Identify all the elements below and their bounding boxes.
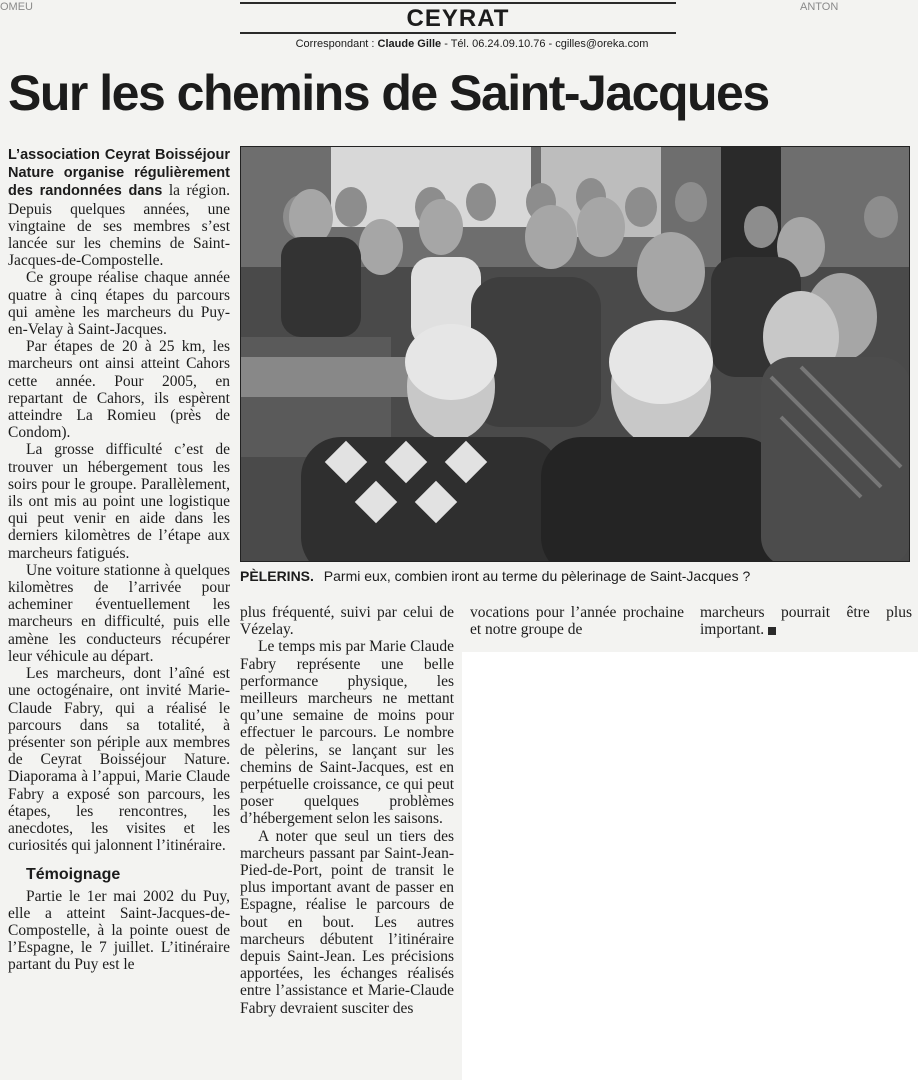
bleed-text-right: ANTON	[800, 1, 839, 13]
correspondent-phone: - Tél. 06.24.09.10.76 -	[444, 38, 553, 50]
correspondent-label: Correspondant :	[295, 38, 375, 50]
paragraph: vocations pour l’année prochaine et notre groupe de	[470, 604, 684, 639]
correspondent-name: Claude Gille	[377, 38, 442, 50]
bleed-text-left: OMEU	[0, 1, 33, 13]
article-photo	[240, 146, 910, 562]
caption-label: PÈLERINS.	[240, 568, 314, 584]
article-column-4	[700, 604, 912, 638]
paragraph: Une voiture stationne à quelques kilomètres de l’arrivée pour acheminer éventuellement les marcheurs en difficulté, puis elle amène les conducteurs récupérer leur véhicule au départ.	[8, 561, 230, 665]
section-title: CEYRAT	[240, 2, 676, 34]
paragraph: Par étapes de 20 à 25 km, les marcheurs ont ainsi atteint Cahors cette année. Pour 2005, en repartant de Cahors, ils espèrent atteindre La Romieu (près de Condom).	[8, 338, 230, 442]
headline: Sur les chemins de Saint-Jacques	[8, 65, 769, 121]
adjacent-column-fragment-right	[800, 0, 918, 40]
paragraph: Le temps mis par Marie Claude Fabry représente une belle performance physique, les meilleurs marcheurs ne mettant qu’une semaine de moins pour effectuer le parcours. Le nombre de pèlerins, se lançant sur les chemins de Saint-Jacques, est en perpétuelle croissance, ce qui peut poser quelques problèmes d’hébergement selon les saisons.	[240, 638, 454, 828]
paragraph: plus fréquenté, suivi par celui de Vézelay.	[240, 604, 454, 639]
paragraph: La grosse difficulté c’est de trouver un hébergement tous les soirs pour le groupe. Parallèlement, ils ont mis au point une logistique qui peut venir en aide dans les derniers kilomètres de l’étape aux marcheurs fatigués.	[8, 441, 230, 562]
subheading-temoignage: Témoignage	[26, 866, 121, 884]
closing-text: marcheurs pourrait être plus important.	[700, 604, 912, 639]
paragraph	[700, 604, 912, 638]
lead-paragraph	[8, 146, 230, 269]
correspondent-email: cgilles@oreka.com	[555, 38, 649, 50]
lead-continuation: la région. Depuis quelques années, une vingtaine de ses membres s’est lancée sur les chemins de Saint-Jacques-de-Compostelle.	[8, 182, 230, 270]
photo-caption	[240, 566, 908, 586]
article-column-3	[470, 604, 684, 638]
lead-text: L’association Ceyrat Boisséjour Nature organise régulièrement des randonnées dans	[8, 147, 230, 200]
adjacent-column-fragment-left	[0, 0, 96, 40]
paragraph: Les marcheurs, dont l’aîné est une octogénaire, ont invité Marie-Claude Fabry, qui a réalisé le parcours dans sa totalité, à présenter son périple aux membres de Ceyrat Boisséjour Nature. Diaporama à l’appui, Marie Claude Fabry a exposé son parcours, les étapes, les rencontres, les anecdotes, les visites et les curiosités qui jalonnent l’itinéraire.	[8, 665, 230, 855]
paragraph: Partie le 1er mai 2002 du Puy, elle a atteint Saint-Jacques-de-Compostelle, à la pointe ouest de l’Espagne, le 7 juillet. L’itinéraire partant du Puy est le	[8, 887, 230, 974]
blank-page-area	[462, 652, 918, 1080]
article-column-2	[240, 604, 454, 1017]
caption-text: Parmi eux, combien iront au terme du pèlerinage de Saint-Jacques ?	[323, 568, 751, 584]
paragraph: A noter que seul un tiers des marcheurs passant par Saint-Jean-Pied-de-Port, point de transit le plus important avant de passer en Espagne, réalise le parcours de bout en bout. Les autres marcheurs débutent l’itinéraire depuis Saint-Jean. Les précisions apportées, les échanges réalisés entre l’assistance et Marie-Claude Fabry devraient susciter des	[240, 827, 454, 1017]
correspondent-line	[282, 38, 662, 50]
article-column-1	[8, 146, 230, 974]
end-of-article-mark	[768, 627, 776, 635]
paragraph: Ce groupe réalise chaque année quatre à cinq étapes du parcours qui amène les marcheurs du Puy-en-Velay à Saint-Jacques.	[8, 269, 230, 339]
audience-photo-illustration	[241, 147, 909, 561]
